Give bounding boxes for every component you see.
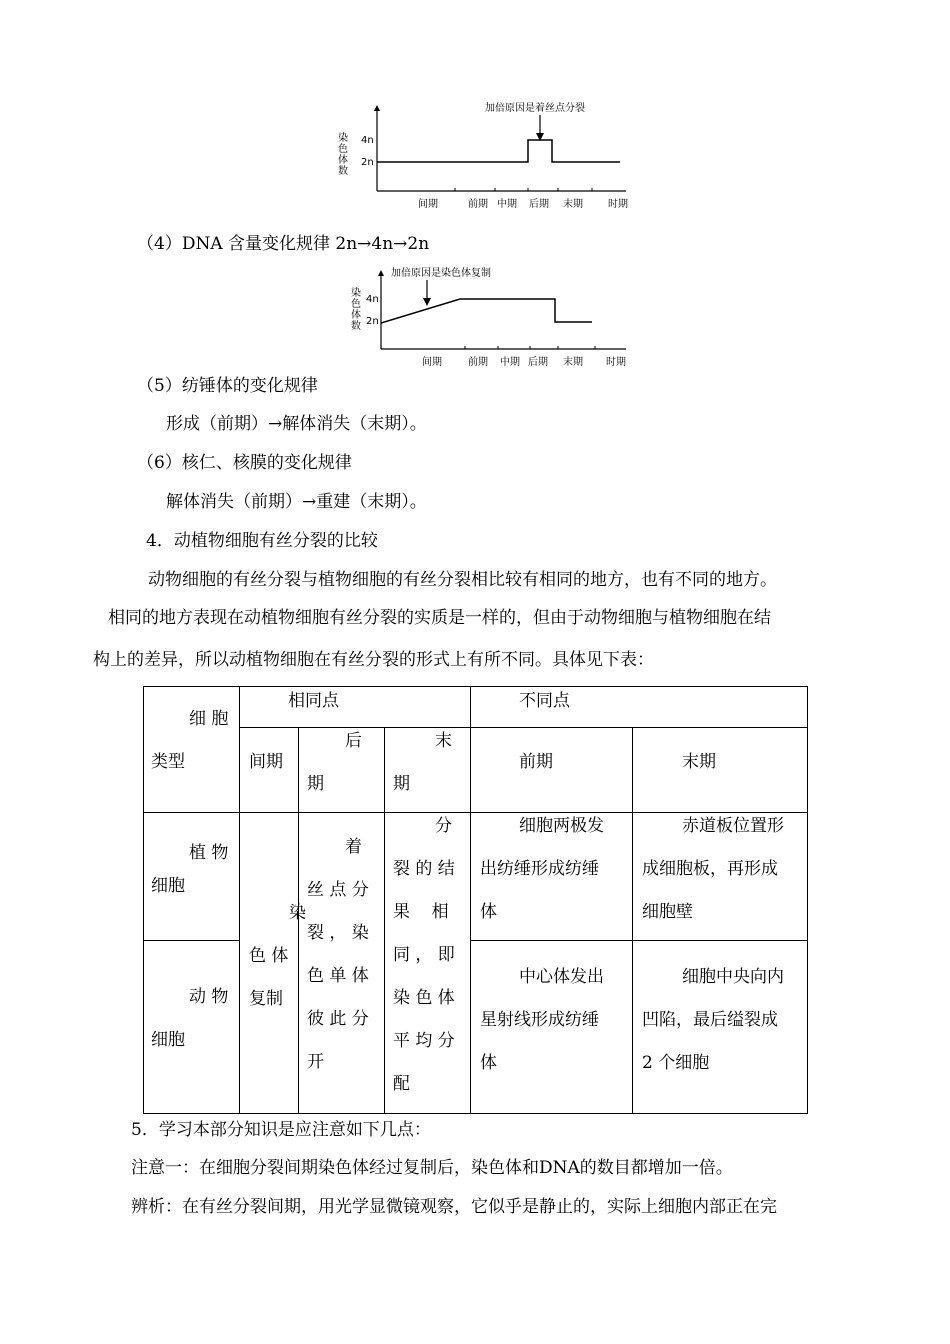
paragraph-2-line2: 构上的差异，所以动植物细胞在有丝分裂的形式上有所不同。具体见下表： xyxy=(93,650,654,670)
chart1-xtick: 后期 xyxy=(529,199,549,210)
animal-telophase: 细胞中央向内 xyxy=(682,967,784,987)
chart1-xtick: 时期 xyxy=(608,199,628,210)
row-plant-2: 细胞 xyxy=(151,876,185,896)
chart2-xtick: 末期 xyxy=(563,357,583,368)
anaphase-text: 色 单 体 xyxy=(307,966,369,986)
telophase-text: 同 ， 即 xyxy=(393,945,455,965)
comparison-table xyxy=(143,686,808,1114)
chart2-xtick: 后期 xyxy=(528,357,548,368)
plant-telophase: 成细胞板，再形成 xyxy=(642,859,778,879)
svg-text:体: 体 xyxy=(351,310,361,321)
animal-prophase: 中心体发出 xyxy=(519,967,604,987)
note-1: 注意一：在细胞分裂间期染色体经过复制后，染色体和DNA的数目都增加一倍。 xyxy=(131,1158,733,1178)
header-cell-type-2: 类型 xyxy=(151,752,185,772)
animal-prophase: 星射线形成纺缍 xyxy=(480,1010,599,1030)
telophase-text: 分 xyxy=(435,816,452,836)
telophase-text: 果 相 xyxy=(393,902,449,922)
animal-telophase: 凹陷，最后缢裂成 xyxy=(642,1010,778,1030)
section4-heading: 4．动植物细胞有丝分裂的比较 xyxy=(146,531,378,551)
chart1-ytick-2n: 2n xyxy=(361,157,374,168)
plant-prophase: 体 xyxy=(480,902,497,922)
header-telophase-1: 末 xyxy=(435,731,452,751)
header-anaphase-1: 后 xyxy=(345,731,362,751)
interphase-1: 染 xyxy=(289,903,306,923)
chart2-ylabel: 染 xyxy=(351,288,361,299)
animal-prophase: 体 xyxy=(480,1053,497,1073)
chart2-xtick: 中期 xyxy=(500,357,520,368)
chart2-xtick: 间期 xyxy=(422,357,442,368)
plant-telophase: 细胞壁 xyxy=(642,902,693,922)
svg-text:色: 色 xyxy=(338,144,348,155)
paragraph-2-line1: 相同的地方表现在动植物细胞有丝分裂的实质是一样的，但由于动物细胞与植物细胞在结 xyxy=(108,608,771,628)
anaphase-text: 丝 点 分 xyxy=(307,880,369,900)
item4-heading: （4）DNA 含量变化规律 2n→4n→2n xyxy=(137,234,430,254)
chart1-ylabel: 染 xyxy=(338,133,348,144)
header-telophase-b: 末期 xyxy=(682,752,716,772)
telophase-text: 裂 的 结 xyxy=(393,859,455,879)
header-anaphase-2: 期 xyxy=(307,774,324,794)
analysis-paragraph: 辨析：在有丝分裂间期，用光学显微镜观察，它似乎是静止的，实际上细胞内部正在完 xyxy=(131,1197,777,1217)
svg-text:数: 数 xyxy=(351,321,361,332)
chart1-xtick: 间期 xyxy=(418,199,438,210)
header-cell-type-1: 细 胞 xyxy=(189,709,229,729)
chart1-xtick: 前期 xyxy=(468,199,488,210)
telophase-text: 平 均 分 xyxy=(393,1031,455,1051)
dna-content-chart xyxy=(330,262,650,372)
chart2-annotation: 加倍原因是染色体复制 xyxy=(391,268,491,279)
item6-detail: 解体消失（前期）→重建（末期）。 xyxy=(166,492,427,512)
interphase-3: 复制 xyxy=(249,989,283,1009)
chart2-ytick-4n: 4n xyxy=(366,294,379,305)
chart2-xtick: 前期 xyxy=(468,357,488,368)
telophase-text: 染 色 体 xyxy=(393,988,455,1008)
chart2-ytick-2n: 2n xyxy=(366,316,379,327)
row-plant-1: 植 物 xyxy=(189,843,229,863)
header-interphase: 间期 xyxy=(249,752,283,772)
row-animal-1: 动 物 xyxy=(189,987,229,1007)
chart1-xtick: 中期 xyxy=(497,199,517,210)
interphase-2: 色 体 xyxy=(249,946,289,966)
svg-text:数: 数 xyxy=(338,166,348,177)
item5-detail: 形成（前期）→解体消失（末期）。 xyxy=(166,414,427,434)
telophase-text: 配 xyxy=(393,1074,410,1094)
chart1-xtick: 末期 xyxy=(563,199,583,210)
header-telophase-2: 期 xyxy=(393,774,410,794)
svg-text:色: 色 xyxy=(351,299,361,310)
chart1-ytick-4n: 4n xyxy=(361,135,374,146)
header-diff: 不同点 xyxy=(519,691,570,711)
plant-telophase: 赤道板位置形 xyxy=(682,816,784,836)
item6-heading: （6）核仁、核膜的变化规律 xyxy=(137,453,352,473)
chart1-series-line xyxy=(377,140,620,162)
paragraph-1: 动物细胞的有丝分裂与植物细胞的有丝分裂相比较有相同的地方，也有不同的地方。 xyxy=(148,570,777,590)
anaphase-text: 着 xyxy=(345,837,362,857)
chart2-xtick: 时期 xyxy=(606,357,626,368)
header-prophase: 前期 xyxy=(519,752,553,772)
plant-prophase: 出纺缍形成纺缍 xyxy=(480,859,599,879)
chart2-series-line xyxy=(381,299,592,323)
anaphase-text: 彼 此 分 xyxy=(307,1009,369,1029)
chromosome-chart xyxy=(330,95,650,215)
item5-heading: （5）纺锤体的变化规律 xyxy=(137,376,318,396)
section5-heading: 5．学习本部分知识是应注意如下几点： xyxy=(131,1120,431,1140)
chart1-annotation: 加倍原因是着丝点分裂 xyxy=(485,103,585,114)
row-animal-2: 细胞 xyxy=(151,1030,185,1050)
animal-telophase: 2 个细胞 xyxy=(642,1053,710,1073)
anaphase-text: 裂 ， 染 xyxy=(307,923,369,943)
plant-prophase: 细胞两极发 xyxy=(519,816,604,836)
svg-text:体: 体 xyxy=(338,155,348,166)
anaphase-text: 开 xyxy=(307,1052,324,1072)
header-same: 相同点 xyxy=(288,691,339,711)
